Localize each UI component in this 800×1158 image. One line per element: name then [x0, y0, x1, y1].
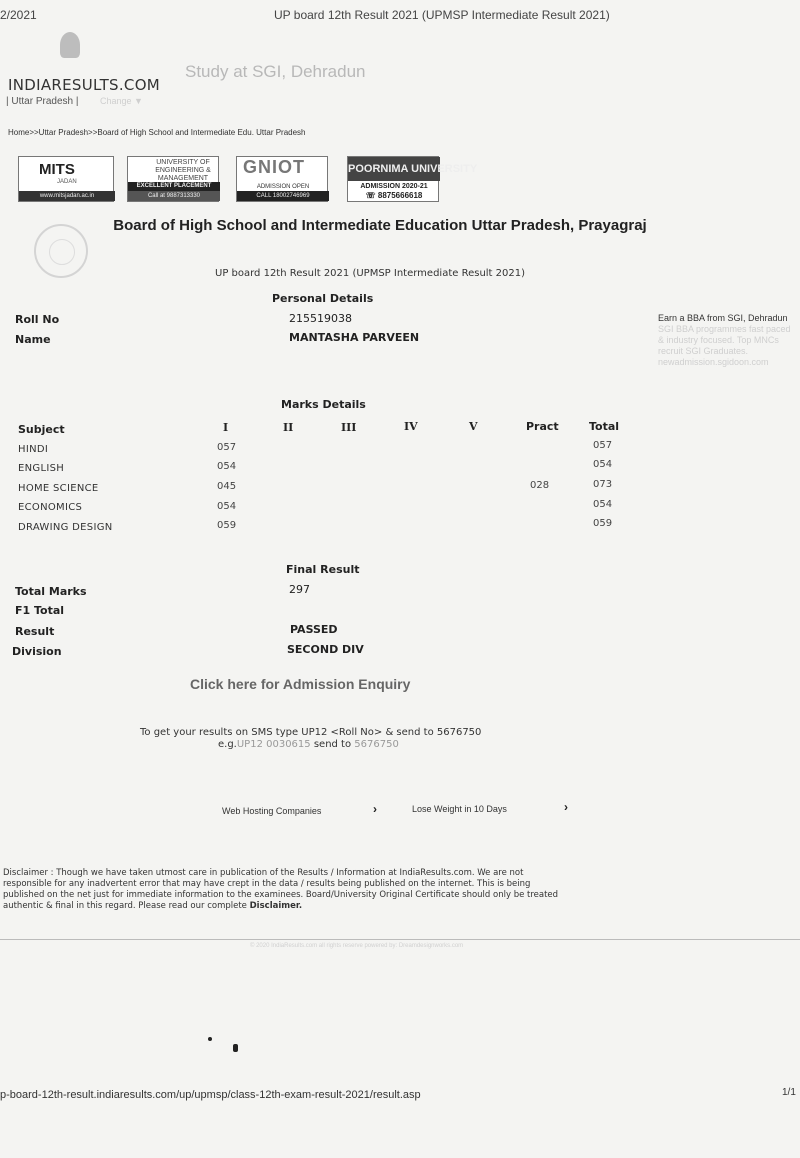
scan-speck: [208, 1037, 212, 1041]
subject-cell: DRAWING DESIGN: [18, 522, 113, 533]
disclaimer-link[interactable]: Disclaimer.: [249, 901, 303, 911]
disclaimer-text: Disclaimer : Though we have taken utmost care in publication of the Results / Information at IndiaResults.com. We are not responsible for any inadvertent error that may have crept in the data / results being published on the internet. This is being published on the net just for immediate information to the examinees. Board/University Original Certificate should only be treated authentic & final in this regard. Please read our complete: [3, 868, 559, 911]
marks-total-cell: 073: [593, 479, 613, 490]
subject-cell: HINDI: [18, 444, 49, 455]
poornima-tag: ADMISSION 2020-21: [360, 183, 428, 190]
mits-logo: MITS: [39, 161, 75, 178]
copyright: © 2020 IndiaResults.com all rights reserve powered by: Dreamdesignworks.com: [250, 943, 464, 949]
page-number: 1/1: [782, 1087, 796, 1098]
result-title: UP board 12th Result 2021 (UPMSP Intermediate Result 2021): [215, 268, 526, 279]
marks-i-cell: 057: [217, 442, 237, 453]
ueim-name: UNIVERSITY OF ENGINEERING & MANAGEMENT: [155, 159, 211, 182]
side-ad-title: Earn a BBA from SGI, Dehradun: [658, 313, 788, 323]
final-result-heading: Final Result: [286, 563, 360, 576]
col-iv: IV: [404, 420, 418, 433]
site-logo[interactable]: INDIARESULTS.COM: [8, 76, 161, 94]
chevron-right-icon[interactable]: ›: [564, 800, 568, 814]
sms-eg-mid: send to: [310, 739, 355, 750]
col-ii: II: [283, 421, 294, 434]
state-label: | Uttar Pradesh |: [6, 96, 79, 107]
sms-instruction: To get your results on SMS type UP12 <Roll No> & send to 5676750: [140, 727, 482, 738]
marks-i-cell: 059: [217, 520, 237, 531]
poornima-phone: ☏ 8875666618: [365, 191, 423, 200]
subject-cell: HOME SCIENCE: [18, 483, 99, 494]
personal-details-heading: Personal Details: [272, 292, 374, 305]
board-title: Board of High School and Intermediate Education Uttar Pradesh, Prayagraj: [113, 217, 647, 234]
subject-cell: ECONOMICS: [18, 502, 83, 513]
marks-total-cell: 054: [593, 499, 613, 510]
side-ad-url: newadmission.sgidoon.com: [658, 357, 769, 367]
col-total: Total: [589, 420, 620, 433]
side-ad-body: SGI BBA programmes fast paced & industry focused. Top MNCs recruit SGI Graduates.: [658, 324, 791, 356]
result-label: Result: [15, 625, 55, 638]
division-value: SECOND DIV: [287, 643, 364, 656]
divider: [0, 939, 800, 940]
chevron-right-icon[interactable]: ›: [373, 802, 377, 816]
sms-eg-code: UP12 0030615: [236, 739, 311, 750]
top-ad-text[interactable]: Study at SGI, Dehradun: [185, 62, 366, 81]
mits-banner[interactable]: [18, 156, 114, 202]
side-ad[interactable]: [658, 313, 798, 368]
result-value: PASSED: [290, 623, 338, 636]
scan-speck: [233, 1044, 238, 1052]
subject-cell: ENGLISH: [18, 463, 65, 474]
marks-i-cell: 045: [217, 481, 237, 492]
total-marks-label: Total Marks: [15, 585, 87, 598]
link-web-hosting[interactable]: Web Hosting Companies: [222, 806, 322, 816]
poornima-banner[interactable]: [347, 156, 478, 202]
roll-no-label: Roll No: [15, 313, 60, 326]
ueim-call: Call at 9887313330: [128, 191, 220, 201]
print-page-title: UP board 12th Result 2021 (UPMSP Intermediate Result 2021): [274, 8, 610, 22]
gniot-banner[interactable]: [236, 156, 328, 202]
col-v: V: [469, 420, 478, 433]
f1-total-label: F1 Total: [15, 604, 65, 617]
change-state-link[interactable]: Change ▼: [100, 96, 143, 106]
link-lose-weight[interactable]: Lose Weight in 10 Days: [412, 804, 507, 814]
sms-example: [218, 739, 399, 750]
marks-i-cell: 054: [217, 461, 237, 472]
board-emblem-icon: [34, 224, 88, 278]
mits-sub: JADAN: [57, 179, 77, 185]
ueim-tag: EXCELLENT PLACEMENT: [128, 182, 220, 191]
torch-icon: [60, 32, 80, 58]
col-i: I: [223, 421, 229, 434]
gniot-logo: GNIOT: [243, 157, 305, 177]
gniot-tag: ADMISSION OPEN: [256, 184, 310, 190]
marks-total-cell: 054: [593, 459, 613, 470]
marks-total-cell: 057: [593, 440, 613, 451]
col-subject: Subject: [18, 423, 65, 436]
name-label: Name: [15, 333, 51, 346]
mits-url: www.mitsjadan.ac.in: [19, 191, 115, 201]
col-pract: Pract: [526, 420, 559, 433]
roll-no-value: 215519038: [289, 312, 352, 325]
marks-total-cell: 059: [593, 518, 613, 529]
ueim-banner[interactable]: [127, 156, 219, 202]
breadcrumb[interactable]: Home>>Uttar Pradesh>>Board of High School and Intermediate Edu. Uttar Pradesh: [8, 128, 306, 137]
division-label: Division: [12, 645, 62, 658]
admission-enquiry-link[interactable]: Click here for Admission Enquiry: [190, 676, 411, 692]
sms-eg-prefix: e.g.: [218, 739, 237, 750]
print-footer-url: p-board-12th-result.indiaresults.com/up/upmsp/class-12th-exam-result-2021/result.asp: [0, 1089, 421, 1101]
print-date: 2/2021: [0, 8, 37, 22]
gniot-call: CALL 18002746969: [237, 191, 329, 201]
total-marks-value: 297: [289, 583, 310, 596]
disclaimer: [3, 868, 563, 912]
sms-eg-number: 5676750: [354, 739, 399, 750]
name-value: MANTASHA PARVEEN: [289, 331, 420, 344]
col-iii: III: [341, 421, 357, 434]
poornima-logo: POORNIMA UNIVERSITY: [348, 157, 440, 181]
marks-details-heading: Marks Details: [281, 398, 366, 411]
marks-pract-cell: 028: [530, 480, 550, 491]
marks-i-cell: 054: [217, 501, 237, 512]
